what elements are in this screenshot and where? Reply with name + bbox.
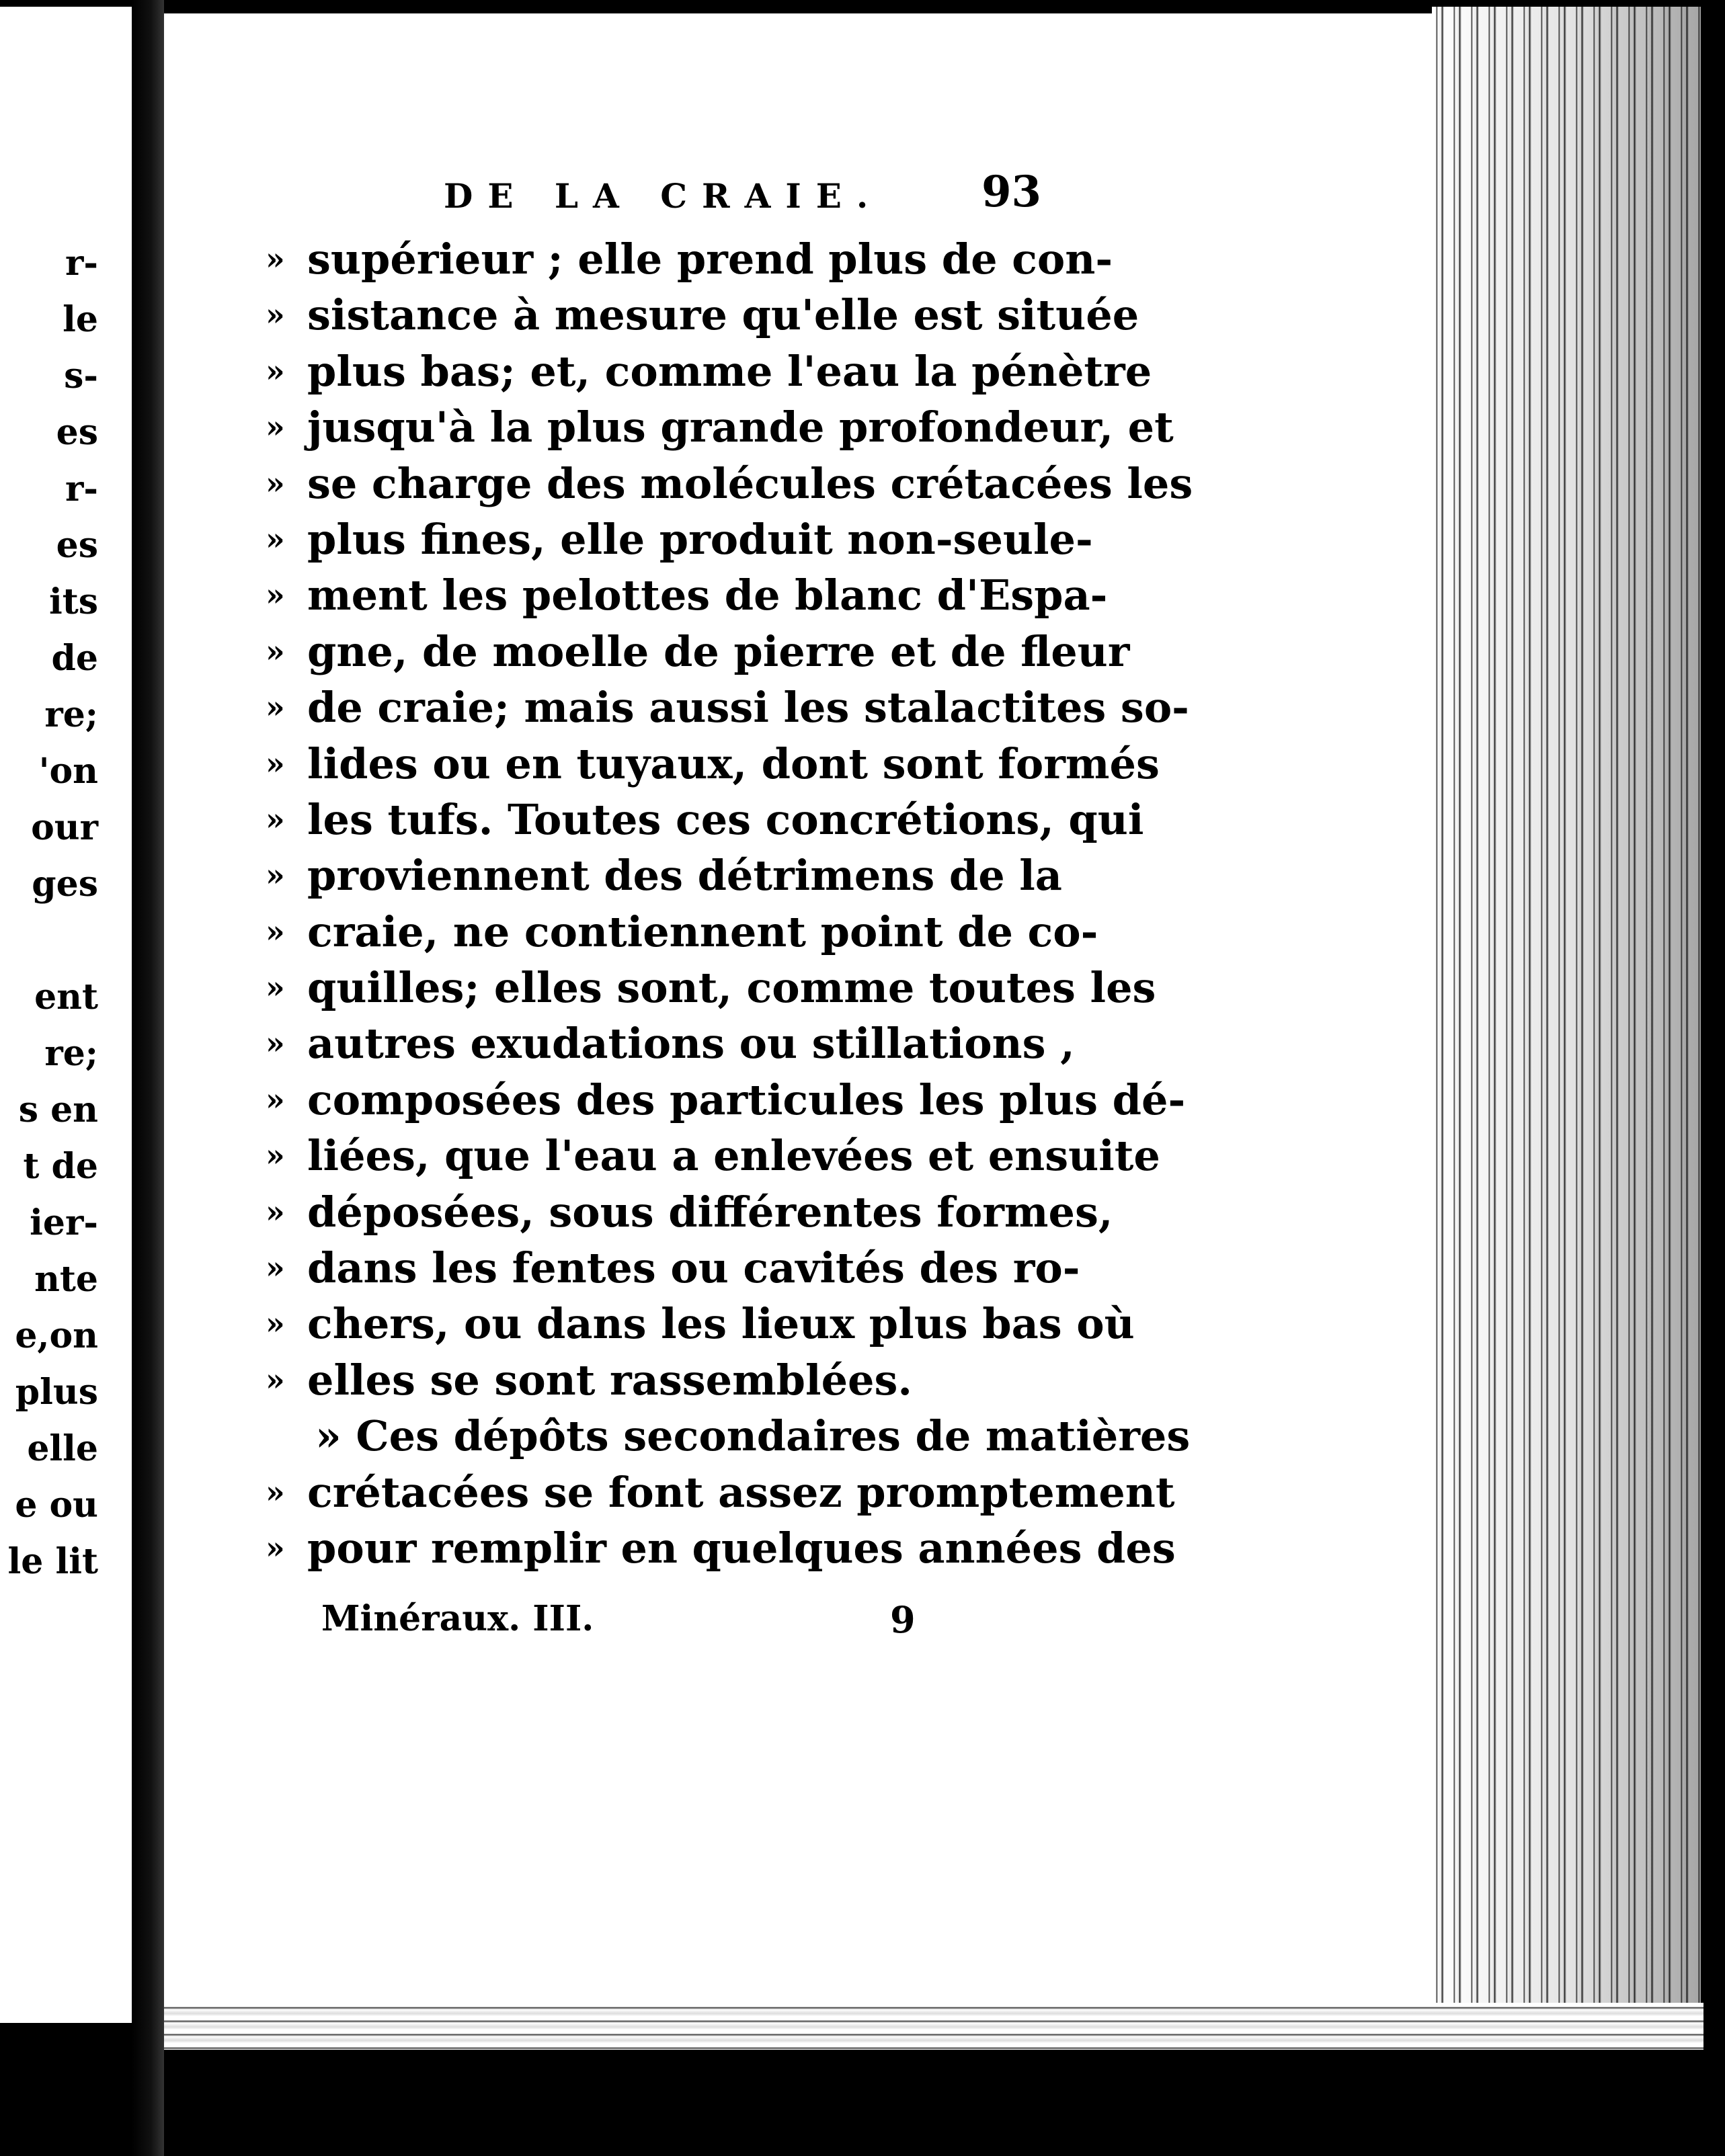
text-line xyxy=(266,343,1152,399)
facing-page-left xyxy=(0,7,132,2023)
line-text: plus fines, elle produit non-seule- xyxy=(307,514,1093,564)
left-fragment: 'on xyxy=(38,751,98,792)
quote-mark: » xyxy=(266,241,285,277)
text-line xyxy=(266,399,1174,455)
line-text: dans les fentes ou cavités des ro- xyxy=(307,1243,1080,1293)
line-text: plus bas; et, comme l'eau la pénètre xyxy=(307,346,1152,396)
line-text: craie, ne contiennent point de co- xyxy=(307,907,1098,956)
line-text: de craie; mais aussi les stalactites so- xyxy=(307,683,1189,733)
left-fragment: r- xyxy=(65,243,98,284)
left-fragment: nte xyxy=(34,1259,98,1300)
book-gutter xyxy=(132,0,164,2156)
text-line xyxy=(266,1015,1075,1071)
quote-mark: » xyxy=(266,1025,285,1062)
text-line xyxy=(266,456,1193,511)
quote-mark: » xyxy=(266,745,285,782)
text-line xyxy=(266,1352,1032,1408)
quote-mark: » xyxy=(266,1249,285,1286)
quote-mark: » xyxy=(266,1473,285,1510)
quote-mark: » xyxy=(266,857,285,894)
line-text: sistance à mesure qu'elle est située xyxy=(307,290,1139,340)
line-text: composées des particules les plus dé- xyxy=(307,1075,1186,1124)
text-line xyxy=(266,1464,1175,1520)
text-line xyxy=(266,904,1098,960)
left-fragment: s- xyxy=(64,356,98,397)
left-fragment: e ou xyxy=(15,1485,98,1526)
line-text: chers, ou dans les lieux plus bas où xyxy=(307,1299,1135,1349)
line-text: se charge des molécules crétacées les xyxy=(307,458,1193,508)
line-text: proviennent des détrimens de la xyxy=(307,851,1062,901)
text-line xyxy=(266,679,1189,735)
text-line xyxy=(266,624,1130,679)
left-fragment: plus xyxy=(15,1372,98,1413)
quote-mark: » xyxy=(266,1137,285,1174)
text-line xyxy=(266,287,1139,343)
quote-mark: » xyxy=(266,352,285,389)
running-head-title: DE LA CRAIE. xyxy=(444,176,883,216)
text-line xyxy=(266,792,1144,847)
left-fragment: es xyxy=(56,412,98,453)
text-line xyxy=(266,1072,1186,1128)
running-head xyxy=(444,167,1049,230)
left-fragment: elle xyxy=(27,1428,98,1469)
signature-mark: Minéraux. III. xyxy=(321,1598,594,1639)
left-fragment: ent xyxy=(34,977,98,1018)
line-text: ment les pelottes de blanc d'Espa- xyxy=(307,571,1108,620)
quote-mark: » xyxy=(266,1529,285,1566)
text-line xyxy=(266,847,1062,903)
left-fragment: re; xyxy=(44,694,98,735)
quote-mark: » xyxy=(266,1361,285,1398)
quote-mark: » xyxy=(266,800,285,837)
left-fragment: ier- xyxy=(30,1202,98,1243)
text-line xyxy=(266,1240,1080,1296)
line-text: pour remplir en quelques années des xyxy=(307,1523,1176,1573)
quote-mark: » xyxy=(266,296,285,333)
line-text: crétacées se font assez promptement xyxy=(307,1467,1175,1517)
left-fragment: es xyxy=(56,525,98,566)
text-line xyxy=(266,736,1160,792)
text-line xyxy=(266,1128,1160,1184)
quote-mark: » xyxy=(266,464,285,501)
left-fragment: e,on xyxy=(15,1315,98,1356)
line-text: jusqu'à la plus grande profondeur, et xyxy=(307,403,1174,452)
quote-mark: » xyxy=(266,969,285,1006)
line-text: déposées, sous différentes formes, xyxy=(307,1187,1113,1237)
line-text: elles se sont rassemblées. xyxy=(307,1355,912,1405)
quote-mark: » xyxy=(266,689,285,726)
text-line xyxy=(266,960,1156,1015)
left-fragment: s en xyxy=(18,1089,98,1130)
line-text: les tufs. Toutes ces concrétions, qui xyxy=(307,794,1144,844)
text-line xyxy=(266,1296,1135,1352)
quote-mark: » xyxy=(266,1193,285,1230)
text-line xyxy=(266,1520,1176,1576)
left-fragment: r- xyxy=(65,468,98,509)
left-fragment: its xyxy=(48,581,98,622)
line-text: autres exudations ou stillations , xyxy=(307,1019,1075,1069)
left-fragment: le lit xyxy=(7,1541,98,1582)
quote-mark: » xyxy=(266,520,285,557)
page-bottom-edge xyxy=(164,2003,1703,2050)
line-text: lides ou en tuyaux, dont sont formés xyxy=(307,739,1160,788)
signature-number: 9 xyxy=(890,1598,916,1641)
quote-mark: » xyxy=(266,632,285,669)
text-line xyxy=(266,1408,1191,1464)
body-text xyxy=(266,231,1193,1576)
quote-mark: » xyxy=(266,1305,285,1342)
left-fragment: re; xyxy=(44,1033,98,1074)
left-fragment: t de xyxy=(23,1146,98,1187)
quote-mark: » xyxy=(266,577,285,614)
text-line xyxy=(266,1184,1113,1240)
left-fragment: de xyxy=(51,638,98,679)
text-line xyxy=(266,231,1113,287)
signature-line xyxy=(321,1598,926,1652)
quote-mark: » xyxy=(266,409,285,446)
left-fragment: our xyxy=(31,807,98,848)
text-line xyxy=(266,511,1093,567)
left-fragment: ges xyxy=(32,864,98,905)
line-text: quilles; elles sont, comme toutes les xyxy=(307,963,1156,1013)
line-text: supérieur ; elle prend plus de con- xyxy=(307,235,1113,284)
line-text: liées, que l'eau a enlevées et ensuite xyxy=(307,1131,1160,1181)
line-text: gne, de moelle de pierre et de fleur xyxy=(307,626,1130,676)
quote-mark: » xyxy=(266,913,285,950)
text-line xyxy=(266,567,1108,623)
page-number: 93 xyxy=(981,167,1042,217)
fore-edge-shadow xyxy=(1432,7,1701,2023)
line-text: » Ces dépôts secondaires de matières xyxy=(315,1411,1191,1461)
left-fragment: le xyxy=(63,299,98,340)
quote-mark: » xyxy=(266,1081,285,1118)
